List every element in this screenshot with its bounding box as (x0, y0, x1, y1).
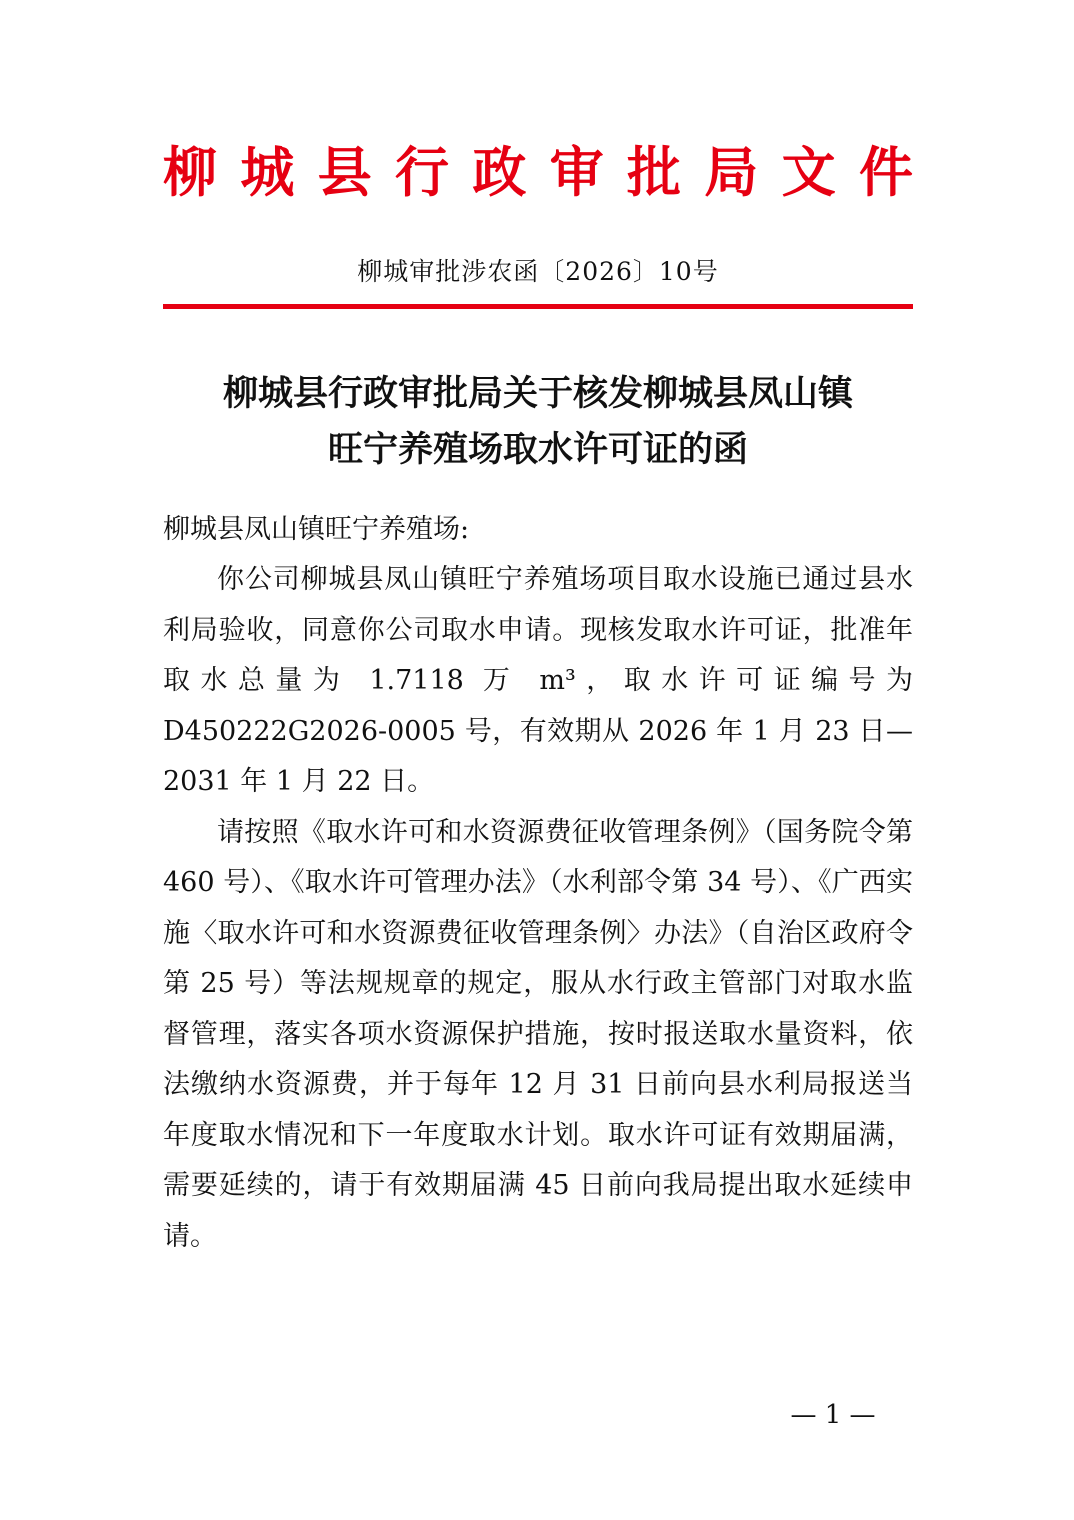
masthead-char: 审 (549, 141, 604, 204)
masthead-char: 县 (317, 141, 372, 204)
title-line-1: 柳城县行政审批局关于核发柳城县凤山镇 (222, 373, 853, 414)
addressee: 柳城县凤山镇旺宁养殖场: (163, 514, 470, 545)
masthead-char: 局 (704, 141, 759, 204)
masthead-char: 件 (858, 141, 913, 204)
body-paragraph: 请按照《取水许可和水资源费征收管理条例》（国务院令第 460 号）、《取水许可管理办法》（水利部令第 34 号）、《广西实施〈取水许可和水资源费征收管理条例〉办法》（自治区政府令第 25 号）等法规规章的规定，服从水行政主管部门对取水监督管理，落实各项水资源保护措施，按时报送取水量资料，依法缴纳水资源费，并于每年 12 月 31 日前向县水利局报送当年度取水情况和下一年度取水计划。取水许可证有效期届满，需要延续的，请于有效期届满 45 日前向我局提出取水延续申请。 (163, 816, 913, 1252)
body-paragraph: 你公司柳城县凤山镇旺宁养殖场项目取水设施已通过县水利局验收，同意你公司取水申请。现核发取水许可证，批准年取水总量为 1.7118 万 m³，取水许可证编号为D450222G2026-0005 号，有效期从 2026 年 1 月 23 日—2031 年 1 月 22 日。 (163, 564, 913, 797)
page-number: — 1 — (790, 1400, 876, 1430)
masthead-char: 柳 (163, 141, 217, 204)
masthead-char: 批 (626, 141, 681, 204)
masthead-char: 城 (240, 141, 295, 204)
masthead-char: 行 (394, 141, 449, 204)
masthead-char: 政 (472, 141, 527, 204)
document-title (163, 366, 913, 478)
document-number: 柳城审批涉农函〔2026〕10号 (357, 257, 719, 286)
title-line-2: 旺宁养殖场取水许可证的函 (327, 429, 748, 470)
red-divider-line (163, 304, 913, 309)
masthead (163, 138, 913, 208)
document-body (163, 555, 913, 1262)
masthead-char: 文 (781, 141, 836, 204)
